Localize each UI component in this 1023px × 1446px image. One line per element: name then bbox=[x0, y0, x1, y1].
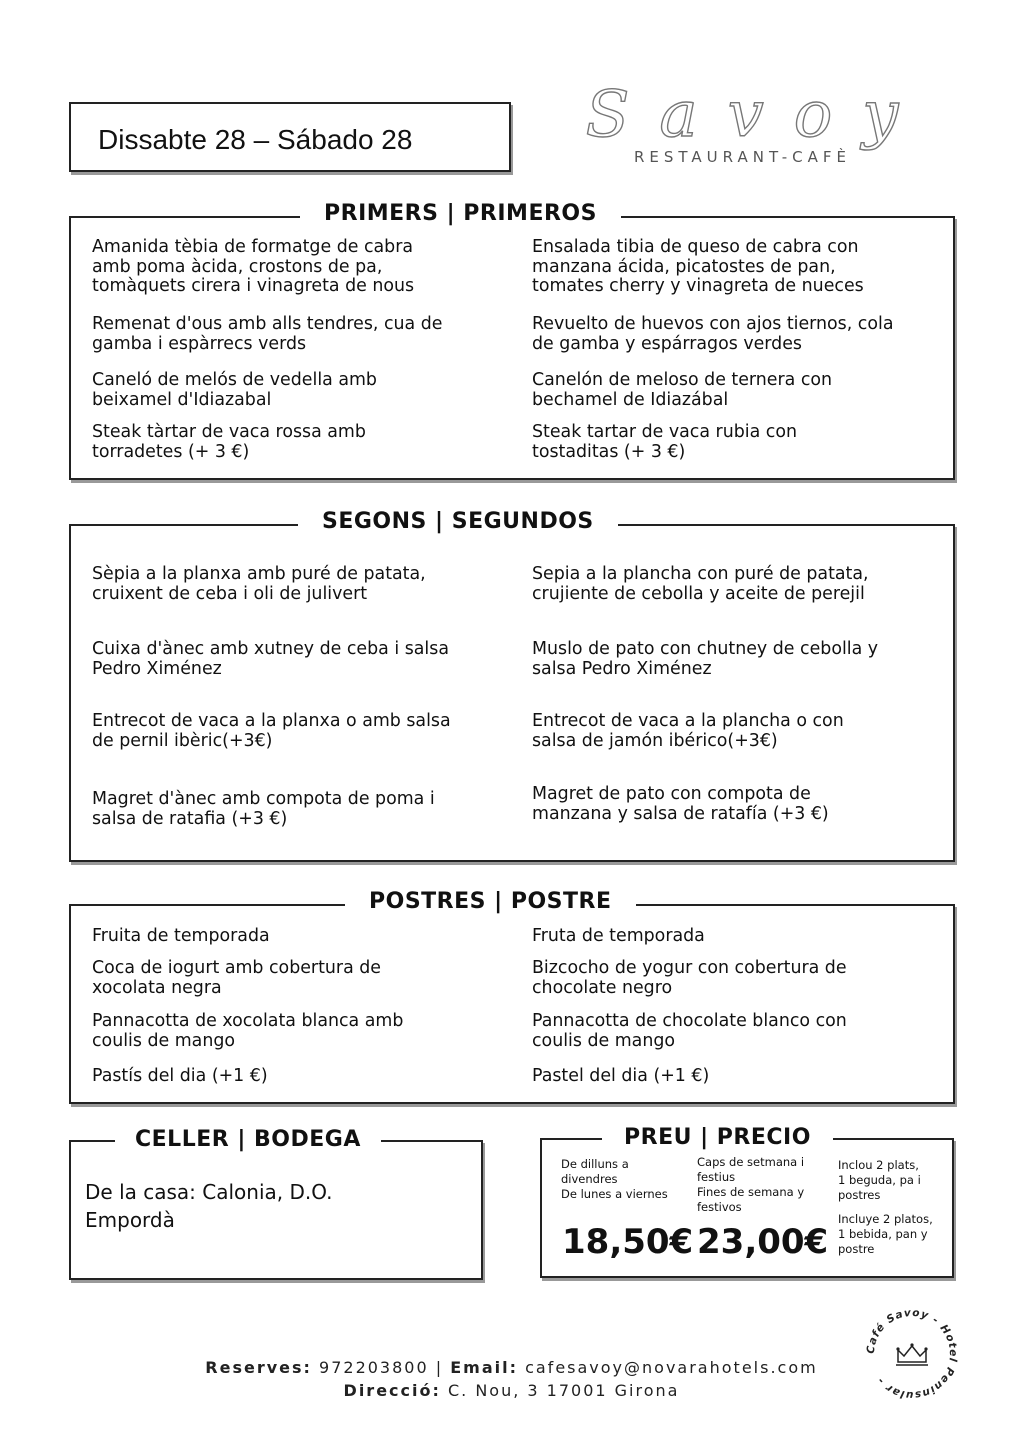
includes-ca: Inclou 2 plats, 1 beguda, pa i postres bbox=[838, 1158, 921, 1202]
crown-seal-icon bbox=[862, 1304, 962, 1404]
segons-item-ca: Cuixa d'ànec amb xutney de ceba i salsa Pedro Ximénez bbox=[92, 639, 449, 679]
postres-item-ca: Pannacotta de xocolata blanca amb coulis de mango bbox=[92, 1011, 404, 1051]
email-address: cafesavoy@novarahotels.com bbox=[525, 1358, 818, 1377]
primers-item-es: Steak tartar de vaca rubia con tostaditas (+ 3 €) bbox=[532, 422, 798, 462]
precio-title: PREU | PRECIO bbox=[602, 1125, 833, 1150]
primers-item-es: Revuelto de huevos con ajos tiernos, cola de gamba y espárragos verdes bbox=[532, 314, 894, 354]
primers-item-ca: Caneló de melós de vedella amb beixamel d'Idiazabal bbox=[92, 370, 377, 410]
primers-item-es: Canelón de meloso de ternera con bechamel de Idiazábal bbox=[532, 370, 833, 410]
segons-item-ca: Entrecot de vaca a la planxa o amb salsa de pernil ibèric(+3€) bbox=[92, 711, 451, 751]
svg-text:Café Savoy - Hotel Peninsular bbox=[865, 1307, 959, 1401]
address-label: Direcció: bbox=[343, 1381, 441, 1400]
postres-item-es: Bizcocho de yogur con cobertura de chocolate negro bbox=[532, 958, 847, 998]
primers-title: PRIMERS | PRIMEROS bbox=[300, 201, 621, 226]
footer-contact: Reserves: 972203800 | Email: cafesavoy@novarahotels.com bbox=[205, 1358, 818, 1377]
postres-item-es: Pannacotta de chocolate blanco con coulis de mango bbox=[532, 1011, 847, 1051]
segons-item-ca: Sèpia a la planxa amb puré de patata, cruixent de ceba i oli de julivert bbox=[92, 564, 426, 604]
phone-number: 972203800 bbox=[319, 1358, 429, 1377]
hotel-seal bbox=[862, 1304, 962, 1404]
primers-item-ca: Remenat d'ous amb alls tendres, cua de gamba i espàrrecs verds bbox=[92, 314, 443, 354]
weekday-price: 18,50€ bbox=[562, 1222, 694, 1262]
primers-item-es: Ensalada tibia de queso de cabra con manzana ácida, picatostes de pan, tomates cherry y vinagreta de nueces bbox=[532, 237, 864, 296]
segons-title: SEGONS | SEGUNDOS bbox=[298, 509, 618, 534]
primers-item-ca: Steak tàrtar de vaca rossa amb torradetes (+ 3 €) bbox=[92, 422, 366, 462]
reserves-label: Reserves: bbox=[205, 1358, 312, 1377]
savoy-logo bbox=[552, 78, 962, 174]
postres-item-es: Pastel del dia (+1 €) bbox=[532, 1066, 710, 1086]
segons-item-es: Muslo de pato con chutney de cebolla y salsa Pedro Ximénez bbox=[532, 639, 879, 679]
logo-subtitle: RESTAURANT-CAFÈ bbox=[634, 148, 851, 166]
postres-item-ca: Coca de iogurt amb cobertura de xocolata negra bbox=[92, 958, 381, 998]
address-text: C. Nou, 3 17001 Girona bbox=[447, 1381, 680, 1400]
bodega-title: CELLER | BODEGA bbox=[115, 1127, 381, 1152]
weekend-price: 23,00€ bbox=[697, 1222, 829, 1262]
segons-item-es: Sepia a la plancha con puré de patata, crujiente de cebolla y aceite de perejil bbox=[532, 564, 869, 604]
segons-item-ca: Magret d'ànec amb compota de poma i salsa de ratafia (+3 €) bbox=[92, 789, 435, 829]
postres-item-es: Fruta de temporada bbox=[532, 926, 705, 946]
primers-item-ca: Amanida tèbia de formatge de cabra amb poma àcida, crostons de pa, tomàquets cirera i vinagreta de nous bbox=[92, 237, 415, 296]
bodega-wine: De la casa: Calonia, D.O. Empordà bbox=[85, 1180, 333, 1232]
postres-title: POSTRES | POSTRE bbox=[345, 889, 636, 914]
email-label: Email: bbox=[450, 1358, 518, 1377]
postres-item-ca: Pastís del dia (+1 €) bbox=[92, 1066, 268, 1086]
includes-es: Incluye 2 platos, 1 bebida, pan y postre bbox=[838, 1212, 933, 1256]
logo-name: Savoy bbox=[585, 78, 929, 152]
weekend-label: Caps de setmana i festius Fines de semana y festivos bbox=[697, 1155, 805, 1214]
segons-item-es: Magret de pato con compota de manzana y salsa de ratafía (+3 €) bbox=[532, 784, 829, 824]
seal-text: Café Savoy - Hotel Peninsular - bbox=[864, 1306, 960, 1402]
postres-item-ca: Fruita de temporada bbox=[92, 926, 270, 946]
menu-date: Dissabte 28 – Sábado 28 bbox=[98, 124, 413, 155]
segons-item-es: Entrecot de vaca a la plancha o con salsa de jamón ibérico(+3€) bbox=[532, 711, 844, 751]
date-box bbox=[69, 102, 511, 172]
weekday-label: De dilluns a divendres De lunes a viernes bbox=[561, 1157, 668, 1201]
